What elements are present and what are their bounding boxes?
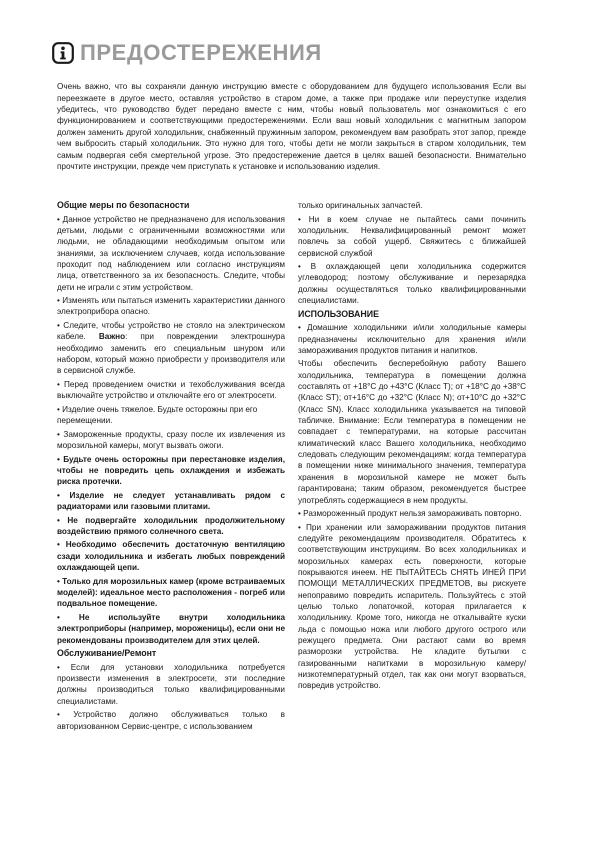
service-item: • В охлаждающей цепи холодильника содержится углеводород; поэтому обслуживание и перезарядка должны осуществляться только квалифицированными специалистами. bbox=[298, 262, 526, 306]
safety-warning: • Будьте очень осторожны при перестановке изделия, чтобы не повредить цепь охлаждения и избежать риска протечки. bbox=[57, 454, 285, 487]
safety-warning: • Изделие не следует устанавливать рядом с радиаторами или газовыми плитами. bbox=[57, 490, 285, 512]
safety-item: • Изменять или пытаться изменить характеристики данного электроприбора опасно. bbox=[57, 296, 285, 317]
usage-item: • Домашние холодильники и/или холодильные камеры предназначены исключительно для хранения и/или замораживания продуктов питания и напитков. bbox=[298, 323, 526, 355]
service-heading: Обслуживание/Ремонт bbox=[57, 648, 157, 659]
safety-warning: • Только для морозильных камер (кроме встраиваемых моделей): идеальное место расположения - погреб или подвальное помещение. bbox=[57, 576, 285, 609]
safety-item-cable bbox=[57, 320, 285, 377]
usage-heading: ИСПОЛЬЗОВАНИЕ bbox=[298, 308, 379, 319]
right-column bbox=[298, 200, 526, 694]
safety-item: • Данное устройство не предназначено для использования детьми, людьми с ограниченными возможностями или людьми, не обладающими необходимым опытом или знаниями, за исключением случаев, когда использование проходит под наблюдением или согласно инструкциям лица, ответственного за их безопасность. Следите, чтобы дети не играли с этим устройством. bbox=[57, 214, 285, 292]
info-icon bbox=[52, 42, 74, 64]
intro-paragraph: Очень важно, что вы сохраняли данную инструкцию вместе с оборудованием для будущего использования Если вы переезжаете в другое место, оставляя устройство в старом доме, а также при продаже или переуступке изделия убедитесь, что руководство будет передано вместе с ним, чтобы новый пользователь мог ознакомиться с его функционированием и соответствующими предостережениями. Если ваш новый холодильник с магнитным запором должен заменить другой холодильник, снабженный пружинным запором, рекомендуем вам разобрать этот запор, прежде чем выбросить старый холодильник. Это нужно для того, чтобы дети не могли закрыться в старом холодильник, тем самым подвергая себя смертельной угрозе. Это предостережение дается в целях вашей безопасности. Внимательно прочтите инструкции, прежде чем приступать к установке и использованию изделия. bbox=[57, 82, 526, 172]
page-title: ПРЕДОСТЕРЕЖЕНИЯ bbox=[80, 40, 322, 65]
important-label: Важно bbox=[98, 332, 126, 342]
usage-item: • Размороженный продукт нельзя замораживать повторно. bbox=[298, 509, 522, 519]
usage-climate-paragraph: Чтобы обеспечить бесперебойную работу Вашего холодильника, температура в помещении должна составлять от +18°C до +43°C (Класс Т); от +18°C до +38°C (Класс ST); от+16°C до +32°C (Класс N); от+10°C до +32°C (Класс SN). Класс холодильника указывается на типовой табличке. Внимание: Если температура в помещении не совпадает с температурами, на которые рассчитан климатический класс Вашего холодильника, необходимо следовать следующим рекомендациям: когда температура в помещении ниже минимального значения, температура хранения в морозильной камере не может быть гарантирована; таким образом, рекомендуется быстрее употреблять содержащиеся в нем продукты. bbox=[298, 359, 526, 505]
safety-warning: • Не используйте внутри холодильника электроприборы (например, мороженицы), если они не рекомендованы производителем для этих целей. bbox=[57, 612, 285, 645]
safety-item: • Замороженные продукты, сразу после их извлечения из морозильной камеры, могут вызвать ожоги. bbox=[57, 429, 285, 450]
safety-item-text: : при повреждении электрошнура необходимо заменить его специальным шнуром или набором, который можно приобрести у производителя или в сервисной службе. bbox=[57, 332, 286, 376]
page-header bbox=[52, 39, 322, 67]
service-item: • Устройство должно обслуживаться только в авторизованном Сервис-центре, с использованием bbox=[57, 710, 285, 731]
safety-heading: Общие меры по безопасности bbox=[57, 200, 190, 210]
safety-warning: • Необходимо обеспечить достаточную вентиляцию сзади холодильника и избегать любых повреждений охлаждающей цепи. bbox=[57, 540, 285, 573]
safety-item-text: • Следите, чтобы устройство не стояло на электрическом кабеле. bbox=[57, 320, 285, 342]
service-item: • Если для установки холодильника потребуется произвести изменения в электросети, эти последние должны производиться только квалифицированными специалистами. bbox=[57, 662, 285, 706]
left-column bbox=[57, 200, 285, 734]
safety-item: • Изделие очень тяжелое. Будьте осторожны при его перемещении. bbox=[57, 404, 258, 426]
service-item: только оригинальных запчастей. bbox=[298, 201, 423, 210]
safety-warning: • Не подвергайте холодильник продолжительному воздействию прямого солнечного света. bbox=[57, 515, 285, 536]
usage-item: • При хранении или замораживании продуктов питания следуйте рекомендациям производителя. Обратитесь к соответствующим инструкциям. Во всех холодильниках и морозильных камерах есть поверхности, которые покрываются инеем. НЕ ПЫТАЙТЕСЬ СНЯТЬ ИНЕЙ ПРИ ПОМОЩИ МЕТАЛЛИЧЕСКИХ ПРЕДМЕТОВ, вы рискуете непоправимо повредить испаритель. Пользуйтесь с этой целью только лопаточкой, которая прилагается к холодильнику. Кроме того, никогда не откалывайте куски льда с помощью ножа или любого другого острого или режущего предмета. Они растают сами во время разморозки устройства. Не кладите бутылки с газированными напитками в морозильную камеру/низкотемпературный отдел, так как они могут взорваться, повредив устройство. bbox=[298, 522, 526, 691]
safety-item: • Перед проведением очистки и техобслуживания всегда выключайте устройство и отключайте его от электросети. bbox=[57, 379, 285, 401]
service-item: • Ни в коем случае не пытайтесь сами починить холодильник. Неквалифицированный ремонт может повлечь за собой ущерб. Свяжитесь с ближайшей сервисной службой bbox=[298, 214, 526, 258]
